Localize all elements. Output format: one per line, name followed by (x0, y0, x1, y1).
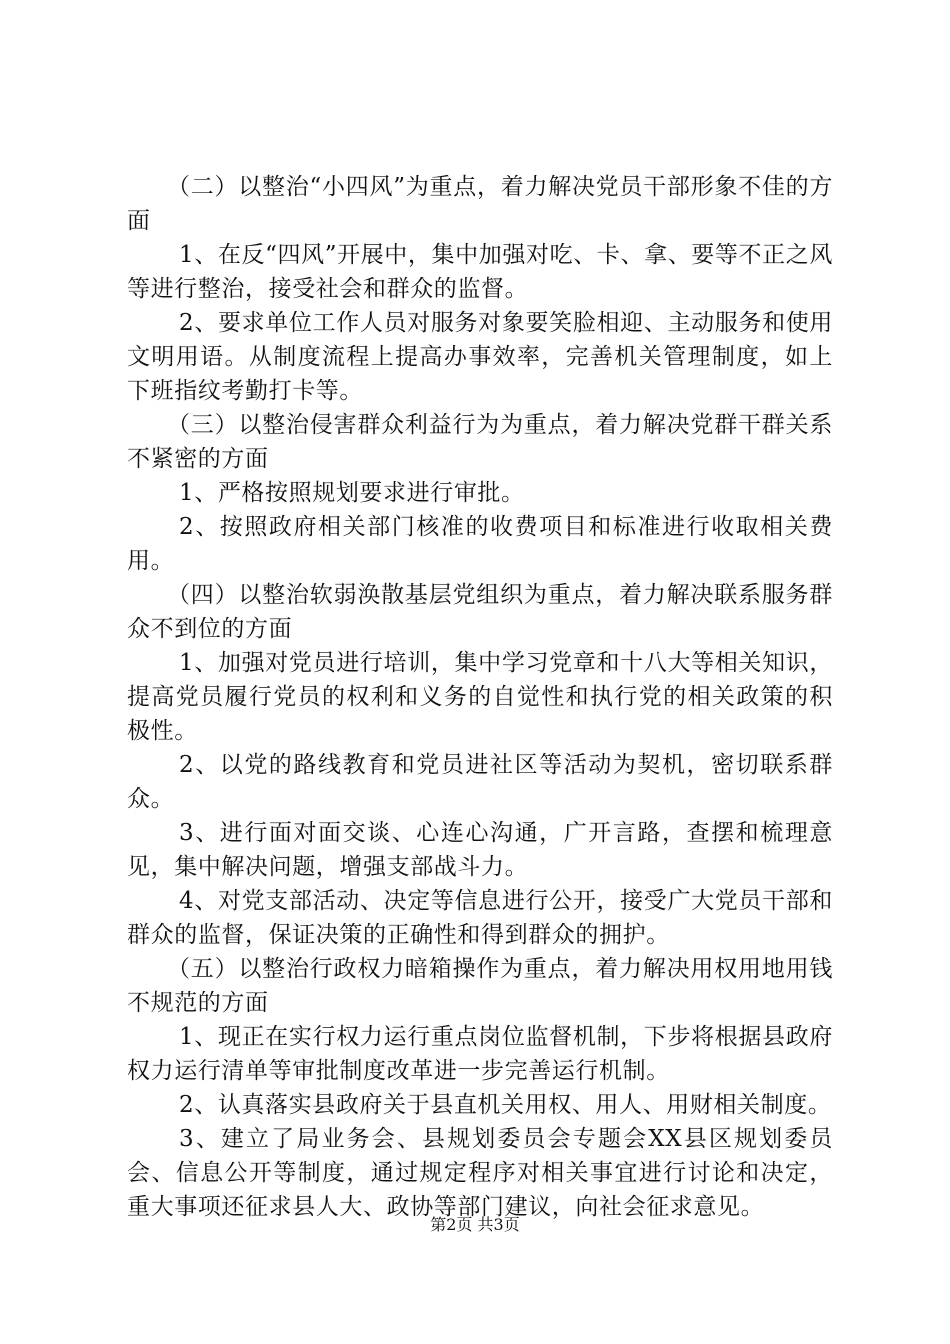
list-item: 1、加强对党员进行培训，集中学习党章和十八大等相关知识，提高党员履行党员的权利和义务的自觉性和执行党的相关政策的积极性。 (127, 650, 833, 744)
list-item: 1、现正在实行权力运行重点岗位监督机制，下步将根据县政府权力运行清单等审批制度改革进一步完善运行机制。 (127, 1024, 833, 1084)
list-item: 3、建立了局业务会、县规划委员会专题会XX县区规划委员会、信息公开等制度，通过规定程序对相关事宜进行讨论和决定，重大事项还征求县人大、政协等部门建议，向社会征求意见。 (127, 1126, 833, 1220)
page-footer: 第2页 共3页 (430, 1215, 520, 1234)
document-body (127, 170, 833, 1224)
list-item: 2、要求单位工作人员对服务对象要笑脸相迎、主动服务和使用文明用语。从制度流程上提高办事效率，完善机关管理制度，如上下班指纹考勤打卡等。 (127, 310, 833, 404)
list-item: 1、在反“四风”开展中，集中加强对吃、卡、拿、要等不正之风等进行整治，接受社会和群众的监督。 (127, 242, 833, 302)
list-item: 3、进行面对面交谈、心连心沟通，广开言路，查摆和梳理意见，集中解决问题，增强支部战斗力。 (127, 820, 833, 880)
list-item: 2、认真落实县政府关于县直机关用权、用人、用财相关制度。 (179, 1092, 832, 1118)
list-item: 1、严格按照规划要求进行审批。 (179, 480, 525, 506)
list-item: 2、以党的路线教育和党员进社区等活动为契机，密切联系群众。 (127, 752, 833, 812)
section-heading-4: （四）以整治软弱涣散基层党组织为重点，着力解决联系服务群众不到位的方面 (127, 582, 833, 642)
list-item: 2、按照政府相关部门核准的收费项目和标准进行收取相关费用。 (127, 514, 833, 574)
section-heading-2: （二）以整治“小四风”为重点，着力解决党员干部形象不佳的方面 (127, 174, 833, 234)
section-heading-5: （五）以整治行政权力暗箱操作为重点，着力解决用权用地用钱不规范的方面 (127, 956, 833, 1016)
section-heading-3: （三）以整治侵害群众利益行为为重点，着力解决党群干群关系不紧密的方面 (127, 412, 833, 472)
list-item: 4、对党支部活动、决定等信息进行公开，接受广大党员干部和群众的监督，保证决策的正确性和得到群众的拥护。 (127, 888, 833, 948)
